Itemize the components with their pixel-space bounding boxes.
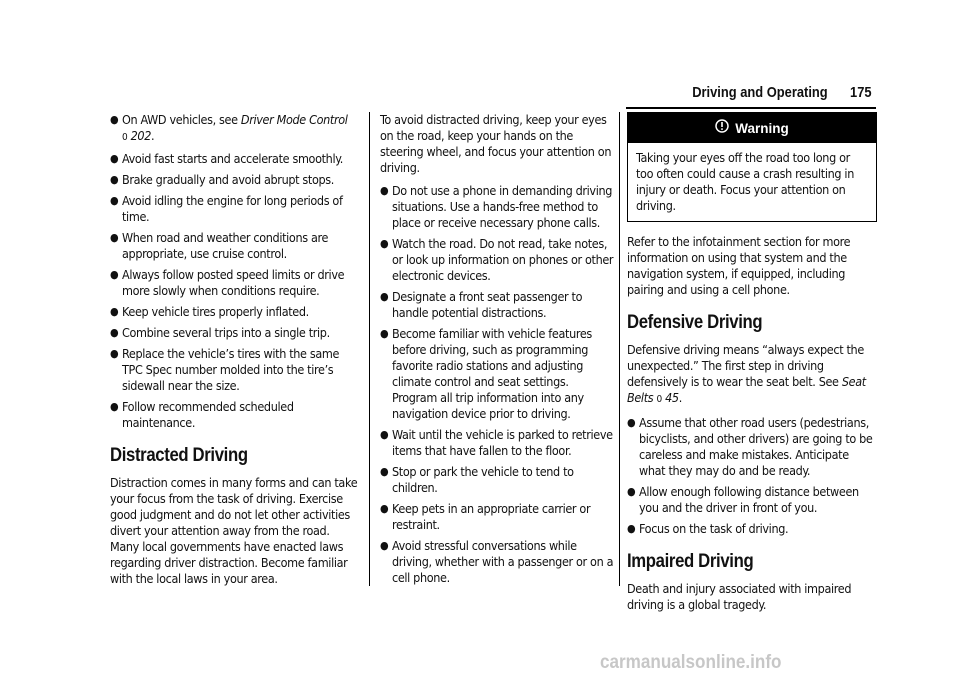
bullet-icon: ● xyxy=(110,173,119,186)
list-item: ● Avoid stressful conversations while driving, whether with a passenger or on a cell phone. xyxy=(380,538,614,585)
page-ref-icon: 0 xyxy=(656,394,662,405)
column-1 xyxy=(110,112,360,594)
watermark: carmanualsonline.info xyxy=(600,652,782,673)
list-item: ● Keep vehicle tires properly inflated. xyxy=(110,304,309,319)
bullet-icon: ● xyxy=(380,502,389,515)
bullet-icon: ● xyxy=(380,237,389,250)
section-title: Driving and Operating xyxy=(692,84,829,101)
list-item: ● Wait until the vehicle is parked to retrieve items that have fallen to the floor. xyxy=(380,427,613,458)
running-header xyxy=(693,84,872,101)
warning-box xyxy=(627,112,877,222)
bullet-icon: ● xyxy=(110,231,119,244)
bullet-icon: ● xyxy=(110,347,119,360)
list-item: ● Avoid fast starts and accelerate smoothly. xyxy=(110,151,343,166)
warning-header xyxy=(628,113,876,143)
list-item: ● Do not use a phone in demanding driving situations. Use a hands-free method to place or receive necessary phone calls. xyxy=(380,183,613,230)
page-ref-icon: 0 xyxy=(122,132,128,143)
column-3 xyxy=(627,112,877,620)
bullet-icon: ● xyxy=(380,539,389,552)
list-item: ● Designate a front seat passenger to handle potential distractions. xyxy=(380,289,583,320)
list-item: ● Avoid idling the engine for long periods of time. xyxy=(110,193,343,224)
impaired-paragraph: Death and injury associated with impaired driving is a global tragedy. xyxy=(627,581,852,612)
bullet-icon: ● xyxy=(110,305,119,318)
distraction-tips-list xyxy=(380,183,615,586)
defensive-paragraph: Defensive driving means “always expect the unexpected.” The first step in driving defensively is to wear the seat belt. See Seat Belts 0 45. xyxy=(627,342,866,405)
cross-reference-page[interactable]: 202 xyxy=(130,128,152,143)
header-rule xyxy=(626,107,876,109)
list-item: ● On AWD vehicles, see Driver Mode Control 0 202. xyxy=(110,112,348,143)
page-number: 175 xyxy=(850,84,872,101)
distraction-paragraph: Distraction comes in many forms and can take your focus from the task of driving. Exercise good judgment and do not let other activities divert your attention away from the road. Many local governments have enacted laws regarding driver distraction. Become familiar with the local laws in your area. xyxy=(110,475,358,586)
column-2 xyxy=(380,112,615,591)
bullet-icon: ● xyxy=(110,400,119,413)
bullet-icon: ● xyxy=(380,290,389,303)
cross-reference-link[interactable]: Seat Belts xyxy=(627,374,866,405)
list-item: ● Watch the road. Do not read, take notes, or look up information on phones or other electronic devices. xyxy=(380,236,614,283)
list-item: ● Stop or park the vehicle to tend to children. xyxy=(380,464,574,495)
list-item: ● Follow recommended scheduled maintenance. xyxy=(110,399,294,430)
bullet-icon: ● xyxy=(110,152,119,165)
bullet-icon: ● xyxy=(110,326,119,339)
bullet-icon: ● xyxy=(380,327,389,340)
fuel-tips-list xyxy=(110,112,360,431)
list-item: ● Focus on the task of driving. xyxy=(627,521,789,536)
list-item: ● Become familiar with vehicle features before driving, such as programming favorite radio stations and adjusting climate control and seat settings. Program all trip information into any navigation device prior to driving. xyxy=(380,326,592,421)
bullet-icon: ● xyxy=(627,416,636,429)
column-divider xyxy=(619,112,620,586)
defensive-tips-list xyxy=(627,415,877,537)
bullet-icon: ● xyxy=(380,184,389,197)
list-item: ● Always follow posted speed limits or drive more slowly when conditions require. xyxy=(110,267,345,298)
bullet-icon: ● xyxy=(110,268,119,281)
list-item: ● Allow enough following distance between you and the driver in front of you. xyxy=(627,484,859,515)
warning-icon xyxy=(715,119,729,137)
cross-reference-page[interactable]: 45 xyxy=(665,390,679,405)
list-item: ● Keep pets in an appropriate carrier or restraint. xyxy=(380,501,591,532)
list-item: ● Brake gradually and avoid abrupt stops. xyxy=(110,172,335,187)
section-heading-defensive-driving: Defensive Driving xyxy=(627,312,763,333)
list-item: ● Combine several trips into a single trip. xyxy=(110,325,330,340)
warning-label: Warning xyxy=(735,120,789,136)
warning-text: Taking your eyes off the road too long or too often could cause a crash resulting in injury or death. Focus your attention on driving. xyxy=(636,150,854,213)
list-item: ● Replace the vehicle’s tires with the same TPC Spec number molded into the tire’s sidewall near the size. xyxy=(110,346,340,393)
cross-reference-link[interactable]: Driver Mode Control xyxy=(240,112,348,127)
section-heading-distracted-driving: Distracted Driving xyxy=(110,445,248,466)
bullet-icon: ● xyxy=(380,465,389,478)
intro-paragraph: To avoid distracted driving, keep your eyes on the road, keep your hands on the steering wheel, and focus your attention on driving. xyxy=(380,112,612,175)
list-item: ● When road and weather conditions are appropriate, use cruise control. xyxy=(110,230,329,261)
bullet-icon: ● xyxy=(110,113,119,126)
list-item: ● Assume that other road users (pedestrians, bicyclists, and other drivers) are going to be careless and make mistakes. Anticipate what they may do and be ready. xyxy=(627,415,873,478)
bullet-icon: ● xyxy=(627,485,636,498)
bullet-icon: ● xyxy=(627,522,636,535)
bullet-icon: ● xyxy=(110,194,119,207)
bullet-icon: ● xyxy=(380,428,389,441)
section-heading-impaired-driving: Impaired Driving xyxy=(627,551,754,572)
infotainment-paragraph: Refer to the infotainment section for more information on using that system and the navigation system, if equipped, including pairing and using a cell phone. xyxy=(627,234,851,297)
column-divider xyxy=(369,112,370,586)
